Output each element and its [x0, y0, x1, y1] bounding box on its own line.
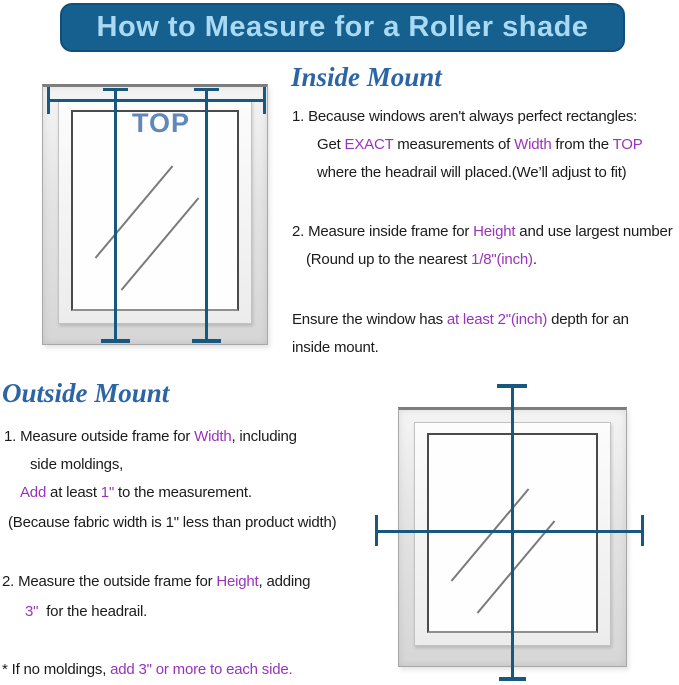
outside-width-tick-left: [375, 515, 378, 546]
text-segment: for the headrail.: [38, 603, 148, 620]
instruction-line: [317, 164, 626, 181]
outside-height-measurement-line: [511, 386, 514, 680]
text-segment: Add: [20, 484, 47, 501]
text-segment: add 3" or more to each side.: [110, 661, 293, 678]
outside-height-cap-top: [497, 384, 527, 388]
instruction-line: [2, 573, 310, 590]
top-label: TOP: [132, 108, 191, 138]
instruction-line: [306, 251, 537, 268]
text-segment: from the: [551, 136, 613, 153]
text-segment: 1. Because windows aren't always perfect rectangles:: [292, 108, 638, 125]
height-measure-cap-bottom-right: [192, 339, 221, 343]
instruction-line: [4, 428, 297, 445]
instruction-line: [25, 603, 147, 620]
glass-reflection-line: [451, 488, 530, 581]
height-measurement-line-left: [114, 89, 117, 342]
text-segment: EXACT: [344, 136, 394, 153]
text-segment: and use largest number: [515, 223, 673, 240]
text-segment: Ensure the window has: [292, 311, 447, 328]
text-segment: TOP: [612, 136, 643, 153]
text-segment: side moldings,: [30, 456, 124, 473]
text-segment: , adding: [258, 573, 311, 590]
glass-reflection-line: [95, 165, 174, 258]
text-segment: at least: [46, 484, 101, 501]
height-measurement-line-right: [205, 89, 208, 342]
text-segment: to the measurement.: [114, 484, 252, 501]
text-segment: inside mount.: [292, 339, 379, 356]
width-measure-tick-right: [263, 87, 266, 114]
instruction-line: [292, 339, 379, 356]
text-segment: at least 2"(inch): [446, 311, 548, 328]
text-segment: , including: [231, 428, 297, 445]
text-segment: 1. Measure outside frame for: [4, 428, 195, 445]
top-width-measurement-line: [47, 99, 266, 102]
text-segment: where the headrail will placed.(We’ll adjust to fit): [317, 164, 627, 181]
text-segment: 1": [100, 484, 115, 501]
instruction-line: [292, 223, 673, 240]
outside-width-tick-right: [641, 515, 644, 546]
height-measure-cap-top-left: [103, 88, 128, 91]
instruction-line: [20, 484, 252, 501]
page-title: How to Measure for a Roller shade: [96, 11, 589, 43]
text-segment: Get: [317, 136, 345, 153]
text-segment: measurements of: [393, 136, 515, 153]
text-segment: 1/8"(inch): [471, 251, 533, 268]
instruction-line: [2, 661, 292, 678]
instruction-line: [292, 311, 629, 328]
instruction-line: [30, 456, 123, 473]
text-segment: 3": [25, 603, 39, 620]
text-segment: (Round up to the nearest: [306, 251, 472, 268]
height-measure-cap-top-right: [194, 88, 219, 91]
outside-width-measurement-line: [376, 530, 644, 533]
text-segment: Height: [216, 573, 259, 590]
outside-mount-heading: Outside Mount: [2, 378, 170, 408]
text-segment: 2. Measure the outside frame for: [2, 573, 217, 590]
inside-mount-heading: Inside Mount: [291, 62, 442, 92]
text-segment: (Because fabric width is 1" less than product width): [8, 514, 337, 531]
height-measure-cap-bottom-left: [101, 339, 130, 343]
title-banner: [60, 3, 625, 52]
text-segment: Width: [194, 428, 232, 445]
text-segment: depth for an: [547, 311, 629, 328]
instruction-line: [317, 136, 643, 153]
instruction-line: [292, 108, 637, 125]
window-glass: [71, 110, 239, 311]
outside-height-cap-bottom: [499, 677, 526, 681]
text-segment: Height: [473, 223, 516, 240]
text-segment: * If no moldings,: [2, 661, 111, 678]
text-segment: .: [532, 251, 537, 268]
text-segment: 2. Measure inside frame for: [292, 223, 474, 240]
text-segment: Width: [514, 136, 552, 153]
width-measure-tick-left: [47, 87, 50, 114]
instruction-line: [8, 514, 336, 531]
